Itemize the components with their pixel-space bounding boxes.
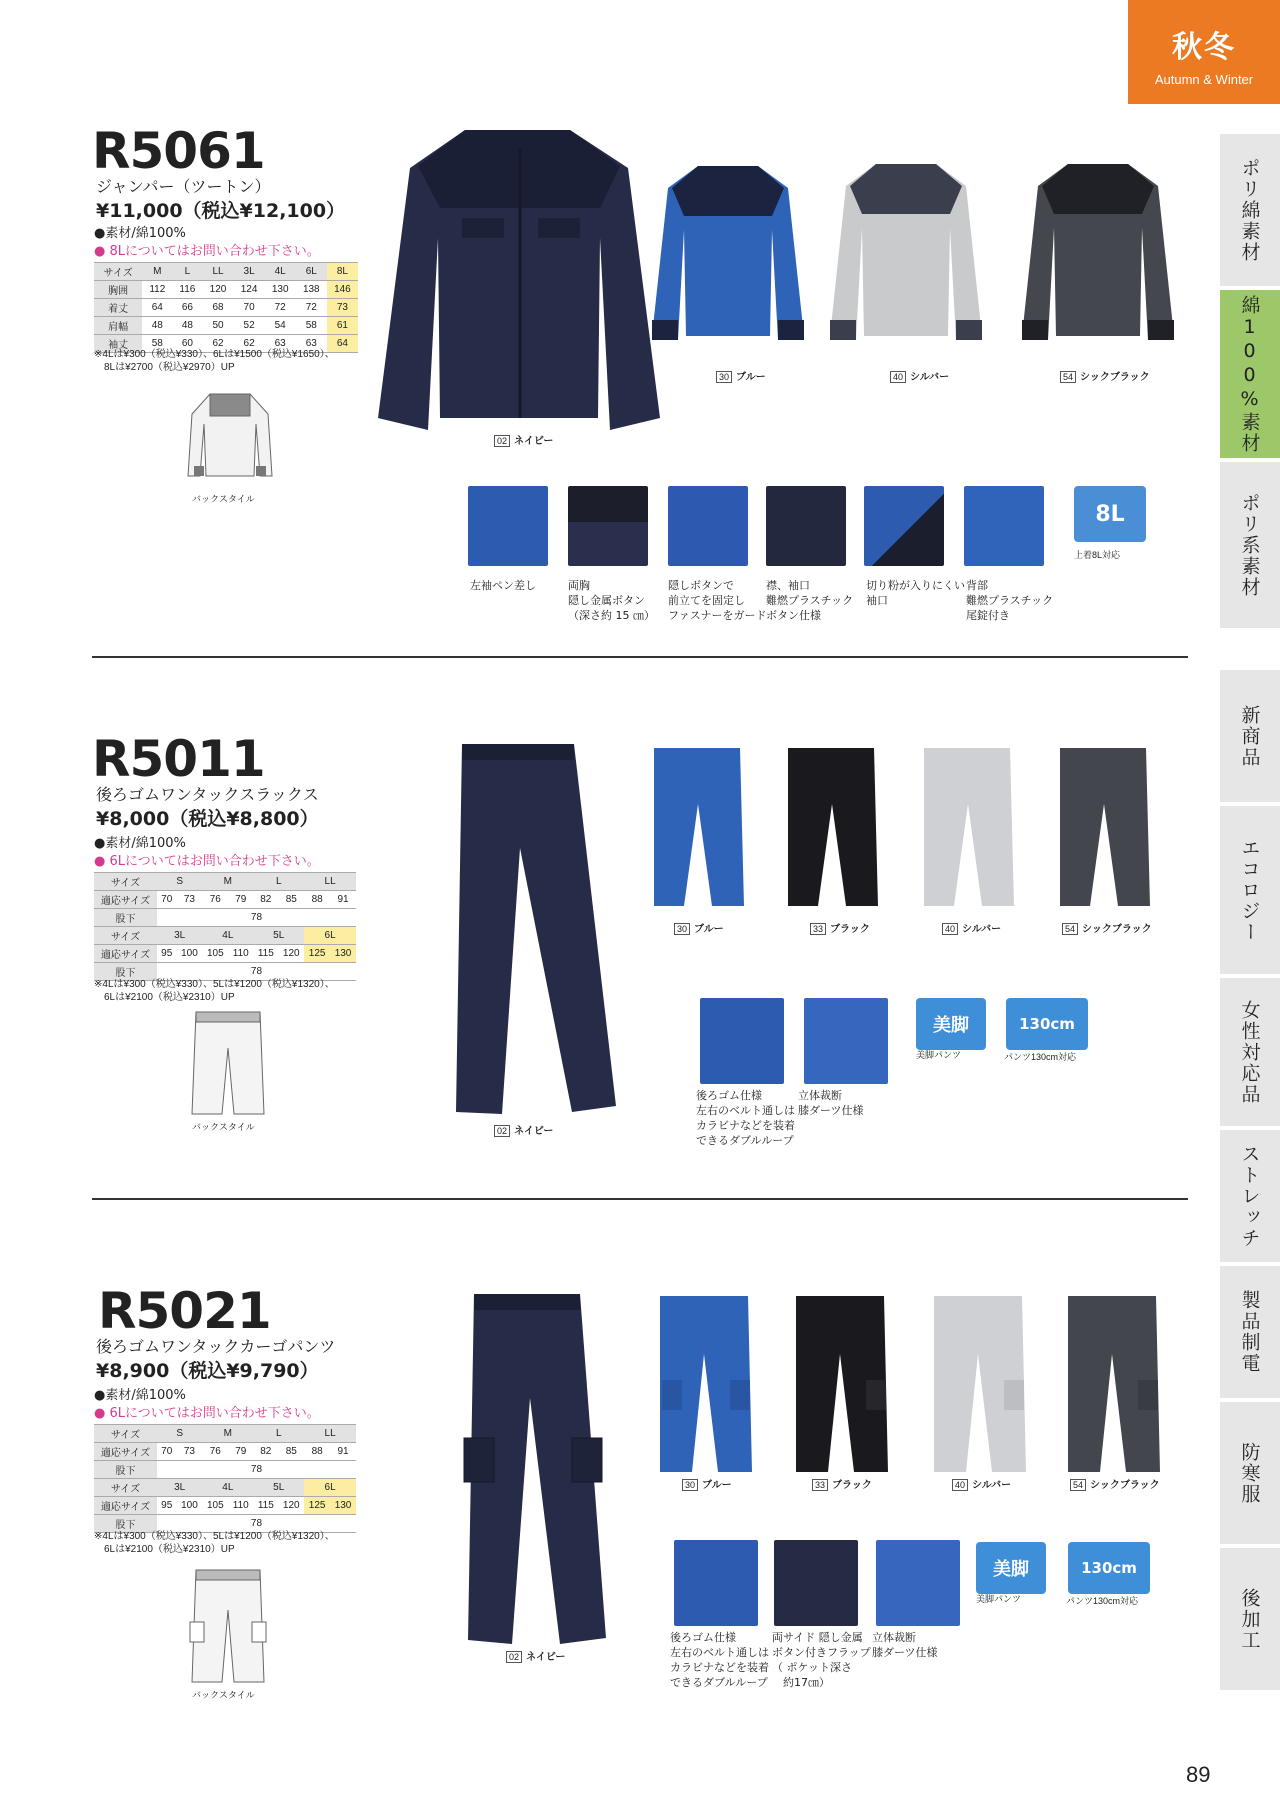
- size-header: 3L: [234, 263, 265, 281]
- size-cell: 適応サイズ: [94, 891, 157, 909]
- product-note: ● 6Lについてはお問い合わせ下さい。: [94, 854, 320, 869]
- detail-caption: 両胸 隠し金属ボタン （深さ約 15 ㎝）: [568, 579, 655, 622]
- size-cell: 78: [157, 963, 356, 981]
- product-photo-blue-cargo: [656, 1292, 756, 1476]
- side-tab-ecology[interactable]: エコロジー: [1220, 806, 1280, 974]
- size-cell: 76: [202, 891, 228, 909]
- detail-caption: 切り粉が入りにくい 袖口: [866, 579, 965, 607]
- product-material: ●素材/綿100%: [94, 226, 186, 241]
- product-photo-silver-jacket: [826, 158, 986, 350]
- size-cell: 62: [234, 335, 265, 353]
- product-price: ¥8,900（税込¥9,790）: [96, 1360, 319, 1382]
- product-note: ● 6Lについてはお問い合わせ下さい。: [94, 1406, 320, 1421]
- size-cell: サイズ: [94, 873, 157, 891]
- detail-photo: [468, 486, 548, 566]
- size-cell: 105: [202, 945, 228, 963]
- size-cell: 88: [304, 891, 330, 909]
- size-cell: 胸囲: [94, 281, 142, 299]
- size-cell: 70: [157, 1443, 177, 1461]
- length-130-badge: 130cm: [1068, 1542, 1150, 1594]
- side-tab-poly[interactable]: ポリ系素材: [1220, 462, 1280, 628]
- product-material: ●素材/綿100%: [94, 1388, 186, 1403]
- detail-caption: 立体裁断 膝ダーツ仕様: [798, 1089, 864, 1117]
- size-table: [94, 262, 358, 353]
- product-price: ¥11,000（税込¥12,100）: [96, 200, 346, 222]
- length-130-caption: パンツ130cm対応: [1066, 1596, 1139, 1606]
- color-label: 02 ネイビー: [494, 432, 553, 447]
- size-cell: 61: [327, 317, 358, 335]
- size-cell: 適応サイズ: [94, 1497, 157, 1515]
- bikyaku-badge: 美脚: [916, 998, 986, 1050]
- price-note-line: ※4Lは¥300（税込¥330）、5Lは¥1200（税込¥1320）、: [94, 979, 335, 990]
- color-label: 30 ブルー: [674, 920, 724, 935]
- color-label: 40 シルバー: [952, 1476, 1011, 1491]
- size-cell: 48: [172, 317, 202, 335]
- size-cell: 88: [304, 1443, 330, 1461]
- size-cell: 68: [202, 299, 233, 317]
- size-cell: 袖丈: [94, 335, 142, 353]
- side-tab-antistatic[interactable]: 製品制電: [1220, 1266, 1280, 1398]
- size-cell: 82: [253, 1443, 278, 1461]
- side-tab-stretch[interactable]: ストレッチ: [1220, 1130, 1280, 1262]
- season-en: Autumn & Winter: [1154, 72, 1254, 87]
- color-label: 54 シックブラック: [1060, 368, 1150, 383]
- size-cell: 124: [234, 281, 265, 299]
- size-cell: 95: [157, 1497, 177, 1515]
- product-name: 後ろゴムワンタックスラックス: [96, 785, 319, 804]
- back-style-sketch: [188, 1008, 268, 1118]
- size-header: 8L: [327, 263, 358, 281]
- back-style-sketch: [180, 384, 280, 484]
- size-cell: 48: [142, 317, 172, 335]
- product-photo-silver-cargo: [930, 1292, 1030, 1476]
- color-label: 33 ブラック: [810, 920, 870, 935]
- size-cell: 130: [265, 281, 296, 299]
- size-cell: 120: [202, 281, 233, 299]
- bikyaku-badge: 美脚: [976, 1542, 1046, 1594]
- back-style-label: バックスタイル: [192, 494, 255, 504]
- detail-caption: 両サイド 隠し金属 ボタン付きフラップ （ ポケット深さ 約17㎝）: [772, 1631, 871, 1689]
- detail-photo: [568, 486, 648, 566]
- detail-caption: 隠しボタンで 前立てを固定し ファスナーをガード: [668, 579, 767, 622]
- side-tab-postproc[interactable]: 後加工: [1220, 1548, 1280, 1690]
- back-style-sketch: [188, 1566, 268, 1686]
- price-note: [94, 348, 335, 374]
- product-name: ジャンパー（ツートン）: [96, 177, 271, 196]
- size-cell: 78: [157, 1515, 356, 1533]
- size-header: LL: [202, 263, 233, 281]
- size-cell: 116: [172, 281, 202, 299]
- back-style-label: バックスタイル: [192, 1690, 255, 1700]
- detail-caption: 後ろゴム仕様 左右のベルト通しは カラビナなどを装着 できるダブルループ: [670, 1631, 769, 1689]
- detail-photo: [674, 1540, 758, 1626]
- product-photo-blue-jacket: [648, 160, 808, 350]
- size-cell: 115: [253, 945, 278, 963]
- bikyaku-caption: 美脚パンツ: [916, 1050, 962, 1060]
- size-cell: 91: [330, 891, 356, 909]
- size-cell: 股下: [94, 963, 157, 981]
- size-cell: 100: [177, 945, 203, 963]
- size-cell: 股下: [94, 1461, 157, 1479]
- back-style-label: バックスタイル: [192, 1122, 255, 1132]
- section-divider: [92, 1198, 1188, 1200]
- color-label: 54 シックブラック: [1062, 920, 1152, 935]
- size-cell: 4L: [202, 927, 253, 945]
- size-cell: サイズ: [94, 1479, 157, 1497]
- side-tab-cold[interactable]: 防寒服: [1220, 1402, 1280, 1544]
- size-header: サイズ: [94, 263, 142, 281]
- length-130-caption: パンツ130cm対応: [1004, 1052, 1077, 1062]
- size-8l-caption: 上着8L対応: [1074, 550, 1121, 560]
- size-cell: 50: [202, 317, 233, 335]
- size-cell: 54: [265, 317, 296, 335]
- size-cell: 70: [157, 891, 177, 909]
- section-divider: [92, 656, 1188, 658]
- size-cell: 95: [157, 945, 177, 963]
- color-label: 40 シルバー: [942, 920, 1001, 935]
- size-cell: 130: [330, 1497, 356, 1515]
- size-cell: 5L: [253, 927, 304, 945]
- product-photo-black-slacks: [784, 744, 880, 910]
- size-cell: 58: [142, 335, 172, 353]
- size-header: L: [172, 263, 202, 281]
- size-cell: 6L: [304, 927, 356, 945]
- size-cell: 64: [142, 299, 172, 317]
- size-cell: 120: [278, 1497, 304, 1515]
- length-130-badge: 130cm: [1006, 998, 1088, 1050]
- product-photo-chicblack-jacket: [1018, 158, 1178, 350]
- size-header: 6L: [296, 263, 327, 281]
- price-note: [94, 978, 335, 1004]
- size-cell: 125: [304, 1497, 330, 1515]
- size-cell: 85: [278, 891, 304, 909]
- price-note-line: 8Lは¥2700（税込¥2970）UP: [104, 362, 235, 373]
- size-cell: 100: [177, 1497, 203, 1515]
- detail-photo: [766, 486, 846, 566]
- size-cell: 91: [330, 1443, 356, 1461]
- size-cell: 72: [265, 299, 296, 317]
- detail-caption: 襟、袖口 難燃プラスチック ボタン仕様: [766, 579, 854, 622]
- size-cell: 110: [228, 1497, 253, 1515]
- season-jp: 秋冬: [1172, 30, 1236, 65]
- size-cell: 78: [157, 909, 356, 927]
- size-cell: 78: [157, 1461, 356, 1479]
- side-tab-cotton100[interactable]: 綿100%素材: [1220, 290, 1280, 458]
- detail-photo: [774, 1540, 858, 1626]
- size-cell: 85: [278, 1443, 304, 1461]
- size-header: 4L: [265, 263, 296, 281]
- size-cell: 4L: [202, 1479, 253, 1497]
- price-note: [94, 1530, 335, 1556]
- product-photo-navy-jacket: [370, 118, 670, 448]
- size-cell: 股下: [94, 1515, 157, 1533]
- detail-photo: [804, 998, 888, 1084]
- size-table: [94, 872, 356, 981]
- detail-caption: 後ろゴム仕様 左右のベルト通しは カラビナなどを装着 できるダブルループ: [696, 1089, 795, 1147]
- side-tab-poly-cotton[interactable]: ポリ綿素材: [1220, 134, 1280, 286]
- size-cell: 130: [330, 945, 356, 963]
- size-cell: 73: [327, 299, 358, 317]
- size-cell: 76: [202, 1443, 228, 1461]
- size-cell: 肩幅: [94, 317, 142, 335]
- size-cell: 79: [228, 1443, 253, 1461]
- size-cell: 66: [172, 299, 202, 317]
- price-note-line: 6Lは¥2100（税込¥2310）UP: [104, 1544, 235, 1555]
- color-label: 02 ネイビー: [506, 1648, 565, 1663]
- size-cell: 70: [234, 299, 265, 317]
- product-photo-chicblack-cargo: [1064, 1292, 1164, 1476]
- size-cell: 適応サイズ: [94, 945, 157, 963]
- color-label: 30 ブルー: [682, 1476, 732, 1491]
- detail-photo: [964, 486, 1044, 566]
- size-cell: 120: [278, 945, 304, 963]
- size-cell: 73: [177, 891, 203, 909]
- size-cell: LL: [304, 873, 356, 891]
- size-cell: 146: [327, 281, 358, 299]
- size-cell: 着丈: [94, 299, 142, 317]
- product-note: ● 8Lについてはお問い合わせ下さい。: [94, 244, 320, 259]
- product-photo-navy-slacks: [448, 738, 618, 1118]
- size-cell: L: [253, 873, 304, 891]
- size-8l-badge: 8L: [1074, 486, 1146, 542]
- side-tab-women[interactable]: 女性対応品: [1220, 978, 1280, 1126]
- size-cell: M: [202, 1425, 253, 1443]
- size-cell: 3L: [157, 927, 202, 945]
- size-cell: 72: [296, 299, 327, 317]
- size-table: [94, 1424, 356, 1533]
- price-note-line: ※4Lは¥300（税込¥330）、5Lは¥1200（税込¥1320）、: [94, 1531, 335, 1542]
- product-photo-blue-slacks: [650, 744, 746, 910]
- bikyaku-caption: 美脚パンツ: [976, 1594, 1022, 1604]
- size-cell: 5L: [253, 1479, 304, 1497]
- size-cell: 適応サイズ: [94, 1443, 157, 1461]
- product-code: R5021: [98, 1282, 271, 1340]
- size-cell: L: [253, 1425, 304, 1443]
- size-cell: 82: [253, 891, 278, 909]
- product-code: R5011: [92, 730, 265, 788]
- color-label: 40 シルバー: [890, 368, 949, 383]
- size-cell: S: [157, 1425, 202, 1443]
- size-cell: 73: [177, 1443, 203, 1461]
- size-cell: 138: [296, 281, 327, 299]
- price-note-line: ※4Lは¥300（税込¥330）、6Lは¥1500（税込¥1650）、: [94, 349, 335, 360]
- product-code: R5061: [92, 122, 265, 180]
- size-cell: サイズ: [94, 1425, 157, 1443]
- size-cell: 110: [228, 945, 253, 963]
- side-tab-new[interactable]: 新商品: [1220, 670, 1280, 802]
- color-label: 02 ネイビー: [494, 1122, 553, 1137]
- product-name: 後ろゴムワンタックカーゴパンツ: [96, 1337, 336, 1356]
- detail-caption: 背部 難燃プラスチック 尾錠付き: [966, 579, 1054, 622]
- page-number: 89: [1186, 1762, 1211, 1787]
- product-photo-silver-slacks: [920, 744, 1016, 910]
- product-photo-black-cargo: [792, 1292, 892, 1476]
- color-label: 33 ブラック: [812, 1476, 872, 1491]
- size-cell: 52: [234, 317, 265, 335]
- size-cell: 112: [142, 281, 172, 299]
- size-cell: 6L: [304, 1479, 356, 1497]
- size-cell: 64: [327, 335, 358, 353]
- size-cell: LL: [304, 1425, 356, 1443]
- detail-photo: [864, 486, 944, 566]
- size-cell: 79: [228, 891, 253, 909]
- detail-caption: 立体裁断 膝ダーツ仕様: [872, 1631, 938, 1659]
- color-label: 30 ブルー: [716, 368, 766, 383]
- product-photo-navy-cargo: [460, 1288, 610, 1648]
- size-cell: 105: [202, 1497, 228, 1515]
- size-cell: 63: [265, 335, 296, 353]
- product-price: ¥8,000（税込¥8,800）: [96, 808, 319, 830]
- detail-caption: 左袖ペン差し: [470, 579, 536, 592]
- detail-photo: [700, 998, 784, 1084]
- size-header: M: [142, 263, 172, 281]
- size-cell: S: [157, 873, 202, 891]
- detail-photo: [876, 1540, 960, 1626]
- detail-photo: [668, 486, 748, 566]
- size-cell: 3L: [157, 1479, 202, 1497]
- color-label: 54 シックブラック: [1070, 1476, 1160, 1491]
- size-cell: サイズ: [94, 927, 157, 945]
- product-material: ●素材/綿100%: [94, 836, 186, 851]
- product-photo-chicblack-slacks: [1056, 744, 1152, 910]
- size-cell: 60: [172, 335, 202, 353]
- size-cell: 63: [296, 335, 327, 353]
- season-tab: [1128, 0, 1280, 104]
- size-cell: M: [202, 873, 253, 891]
- size-cell: 58: [296, 317, 327, 335]
- size-cell: 125: [304, 945, 330, 963]
- price-note-line: 6Lは¥2100（税込¥2310）UP: [104, 992, 235, 1003]
- size-cell: 62: [202, 335, 233, 353]
- size-cell: 115: [253, 1497, 278, 1515]
- size-cell: 股下: [94, 909, 157, 927]
